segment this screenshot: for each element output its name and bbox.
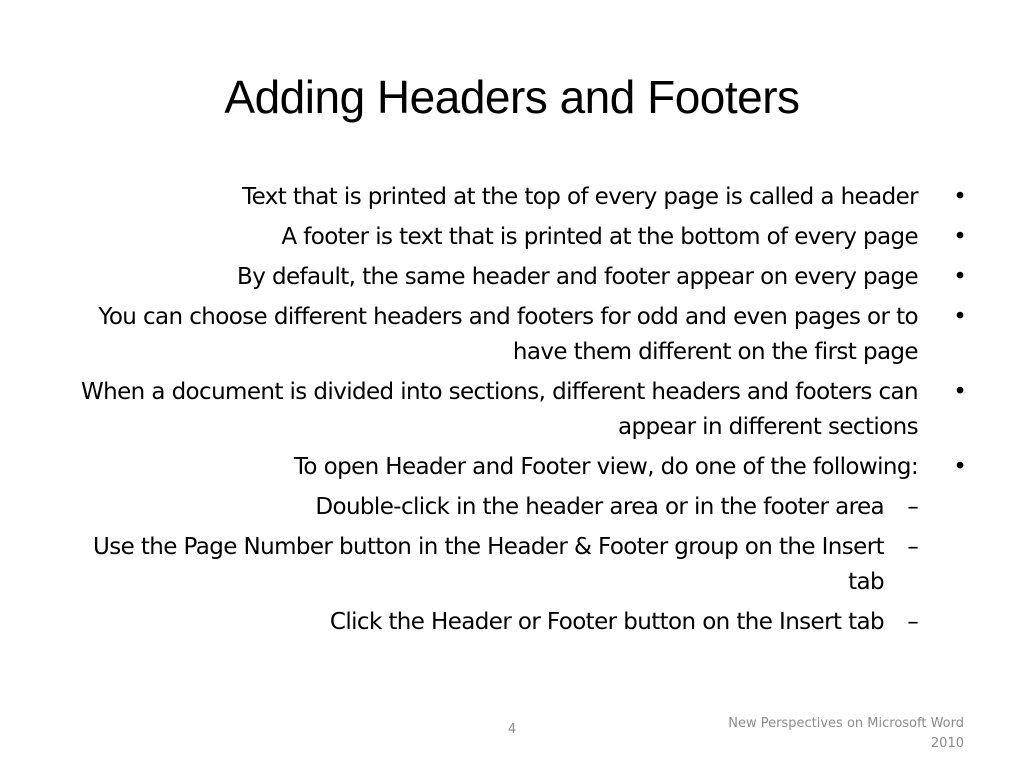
bullet-text: A footer is text that is printed at the bottom of every page [281, 224, 918, 250]
dash-marker: – [907, 494, 919, 520]
bullet-text: You can choose different headers and footers for odd and even pages or to have them different on the first page [98, 304, 918, 365]
bullet-text: Text that is printed at the top of every page is called a header [242, 184, 918, 210]
bullet-text: To open Header and Footer view, do one of the following: [293, 454, 918, 480]
bullet-item [60, 180, 980, 215]
sub-bullet-item [60, 530, 980, 600]
bullet-item [60, 260, 980, 295]
bullet-item [60, 300, 980, 370]
sub-bullet-item [60, 605, 980, 640]
bullet-marker: • [953, 454, 967, 480]
sub-bullet-text: Double-click in the header area or in the footer area [315, 494, 884, 520]
bullet-marker: • [953, 184, 967, 210]
bullet-marker: • [953, 224, 967, 250]
sub-bullet-text: Use the Page Number button in the Header & Footer group on the Insert tab [92, 534, 884, 595]
dash-marker: – [907, 534, 919, 560]
bullet-marker: • [953, 264, 967, 290]
sub-bullet-text: Click the Header or Footer button on the Insert tab [329, 609, 884, 635]
footer-credit: New Perspectives on Microsoft Word 2010 [728, 716, 964, 751]
slide-number: 4 [507, 722, 517, 737]
bullet-text: When a document is divided into sections, different headers and footers can appear in different sections [81, 379, 918, 440]
slide-title: Adding Headers and Footers [224, 71, 800, 123]
dash-marker: – [907, 609, 919, 635]
bullet-item [60, 450, 980, 485]
bullet-item [60, 375, 980, 445]
bullet-list [60, 180, 980, 645]
bullet-marker: • [953, 379, 967, 405]
bullet-item [60, 220, 980, 255]
bullet-marker: • [953, 304, 967, 330]
bullet-text: By default, the same header and footer appear on every page [237, 264, 918, 290]
sub-bullet-item [60, 490, 980, 525]
